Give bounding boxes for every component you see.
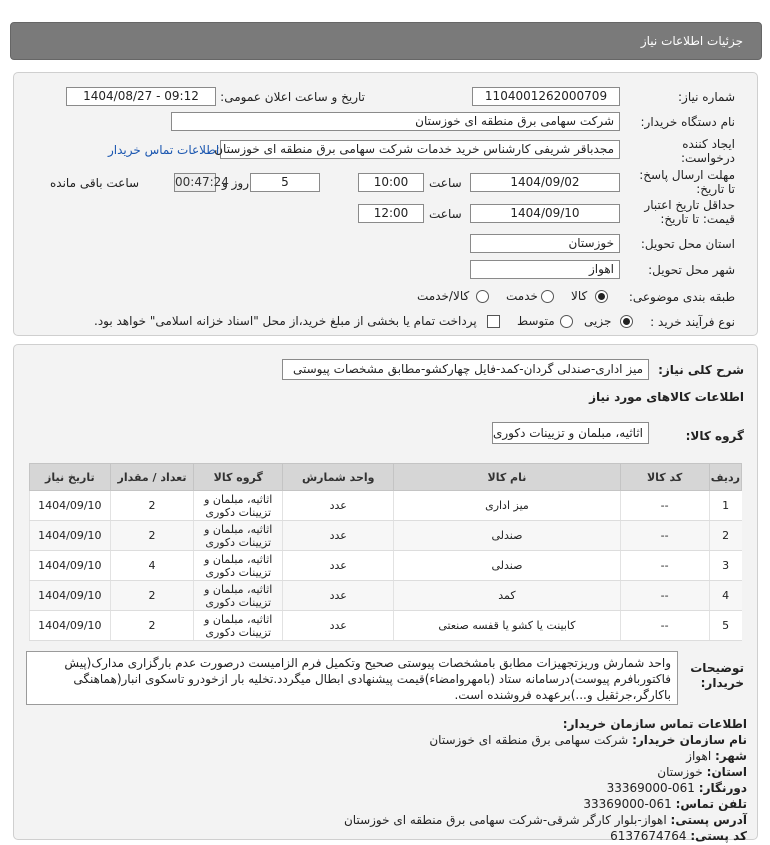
buyer-notes-label-1: توضیحات — [690, 661, 744, 675]
goods-code: -- — [620, 491, 709, 521]
need-date: 1404/09/10 — [30, 491, 111, 521]
unit: عدد — [283, 611, 394, 641]
category-option-goods: کالا — [571, 289, 588, 303]
announce-date-field: 1404/08/27 - 09:12 — [66, 87, 216, 106]
category-radio-goods[interactable] — [595, 290, 608, 303]
goods-group: اثاثیه، مبلمان و تزیینات دکوری — [194, 491, 283, 521]
table-row — [30, 491, 742, 521]
goods-code: -- — [620, 521, 709, 551]
creator-field: مجدباقر شریفی کارشناس خرید خدمات شرکت سهامی برق منطقه ای خوزستان — [220, 140, 620, 159]
contact-province — [657, 765, 747, 779]
goods-group: اثاثیه، مبلمان و تزیینات دکوری — [194, 551, 283, 581]
contact-city — [686, 749, 747, 763]
col-need-date: تاریخ نیاز — [30, 464, 111, 491]
contact-fax — [607, 781, 747, 795]
goods-table-header — [30, 464, 742, 491]
contact-phone-label: تلفن تماس: — [675, 797, 747, 811]
deadline-time-label: ساعت — [429, 176, 462, 190]
announce-date-label: تاریخ و ساعت اعلان عمومی: — [220, 90, 365, 104]
row-number: 3 — [709, 551, 741, 581]
unit: عدد — [283, 491, 394, 521]
row-number: 1 — [709, 491, 741, 521]
table-row — [30, 521, 742, 551]
col-unit: واحد شمارش — [283, 464, 394, 491]
process-radio-medium[interactable] — [560, 315, 573, 328]
validity-time-label: ساعت — [429, 207, 462, 221]
goods-panel — [13, 344, 758, 843]
need-date: 1404/09/10 — [30, 521, 111, 551]
goods-name: صندلی — [394, 551, 620, 581]
contact-fax-value: 061-33369000 — [606, 781, 695, 795]
deadline-time-field: 10:00 — [358, 173, 424, 192]
need-date: 1404/09/10 — [30, 581, 111, 611]
row-number: 2 — [709, 521, 741, 551]
days-label: روز و — [222, 176, 249, 190]
buyer-notes-label-2: خریدار: — [700, 676, 744, 690]
contact-province-value: خوزستان — [657, 765, 703, 779]
goods-name: کابینت یا کشو یا قفسه صنعتی — [394, 611, 620, 641]
contact-postal-value: 6137674764 — [610, 829, 687, 843]
quantity: 2 — [110, 581, 194, 611]
unit: عدد — [283, 581, 394, 611]
validity-time-field: 12:00 — [358, 204, 424, 223]
category-label: طبقه بندی موضوعی: — [628, 290, 735, 304]
need-number-label: شماره نیاز: — [678, 90, 735, 104]
goods-name: میز اداری — [394, 491, 620, 521]
contact-org — [429, 733, 747, 747]
validity-date-field: 1404/09/10 — [470, 204, 620, 223]
contact-address-value: اهواز-بلوار کارگر شرقی-شرکت سهامی برق منطقه ای خوزستان — [343, 813, 667, 827]
days-remaining-field: 5 — [250, 173, 320, 192]
table-row — [30, 611, 742, 641]
goods-code: -- — [620, 611, 709, 641]
contact-address — [344, 813, 747, 827]
validity-label-2: قیمت: تا تاریخ: — [660, 212, 735, 226]
contact-city-label: شهر: — [715, 749, 747, 763]
contact-phone — [583, 797, 747, 811]
category-option-service: خدمت — [506, 289, 538, 303]
unit: عدد — [283, 521, 394, 551]
quantity: 2 — [110, 491, 194, 521]
treasury-payment-note: پرداخت تمام یا بخشی از مبلغ خرید،از محل "اسناد خزانه اسلامی" خواهد بود. — [94, 314, 477, 328]
contact-city-value: اهواز — [686, 749, 712, 763]
contact-phone-value: 061-33369000 — [583, 797, 672, 811]
category-radio-service[interactable] — [541, 290, 554, 303]
page-title: جزئیات اطلاعات نیاز — [640, 34, 743, 48]
goods-group: اثاثیه، مبلمان و تزیینات دکوری — [194, 611, 283, 641]
contact-org-value: شرکت سهامی برق منطقه ای خوزستان — [429, 733, 629, 747]
need-number-field: 1104001262000709 — [472, 87, 620, 106]
col-row-number: ردیف — [709, 464, 741, 491]
table-row — [30, 551, 742, 581]
need-date: 1404/09/10 — [30, 551, 111, 581]
quantity: 4 — [110, 551, 194, 581]
quantity: 2 — [110, 521, 194, 551]
summary-field: میز اداری-صندلی گردان-کمد-فایل چهارکشو-مطابق مشخصات پیوستی — [282, 359, 649, 380]
col-goods-code: کد کالا — [620, 464, 709, 491]
delivery-province-label: استان محل تحویل: — [640, 237, 735, 251]
contact-org-label: نام سازمان خریدار: — [632, 733, 747, 747]
row-number: 4 — [709, 581, 741, 611]
deadline-label-2: تا تاریخ: — [696, 182, 735, 196]
creator-label-2: درخواست: — [681, 151, 735, 165]
countdown-timer: 00:47:24 — [174, 173, 216, 192]
unit: عدد — [283, 551, 394, 581]
need-date: 1404/09/10 — [30, 611, 111, 641]
category-radio-goods-service[interactable] — [476, 290, 489, 303]
category-option-goods-service: کالا/خدمت — [417, 289, 470, 303]
goods-code: -- — [620, 551, 709, 581]
goods-group: اثاثیه، مبلمان و تزیینات دکوری — [194, 581, 283, 611]
col-goods-group: گروه کالا — [194, 464, 283, 491]
buyer-notes-text: واحد شمارش وریزتجهیزات مطابق بامشخصات پیوستی صحیح وتکمیل فرم الزامیست درصورت عدم بارگزاری مدارک(پیش فاکتوربافرم پیوست)درسامانه ستاد (بامهروامضاء)قیمت پیشنهادی ابطال میگردد.تخلیه بار ازخودرو تاسکوی انبار(هماهنگی باکارگر،جرثقیل و...)برعهده فروشنده است. — [26, 651, 678, 705]
process-label: نوع فرآیند خرید : — [650, 315, 735, 329]
validity-label-1: حداقل تاریخ اعتبار — [644, 198, 735, 212]
process-option-medium: متوسط — [517, 314, 555, 328]
contact-postal — [610, 829, 747, 843]
contact-fax-label: دورنگار: — [698, 781, 747, 795]
process-option-minor: جزیی — [584, 314, 612, 328]
delivery-city-field: اهواز — [470, 260, 620, 279]
table-row — [30, 581, 742, 611]
contact-title: اطلاعات تماس سازمان خریدار: — [562, 717, 747, 731]
buyer-name-field: شرکت سهامی برق منطقه ای خوزستان — [171, 112, 620, 131]
col-goods-name: نام کالا — [394, 464, 620, 491]
contact-address-label: آدرس پستی: — [670, 813, 747, 827]
remaining-label: ساعت باقی مانده — [50, 176, 140, 190]
process-radio-minor[interactable] — [620, 315, 633, 328]
goods-table — [29, 463, 742, 641]
deadline-date-field: 1404/09/02 — [470, 173, 620, 192]
goods-code: -- — [620, 581, 709, 611]
delivery-province-field: خوزستان — [470, 234, 620, 253]
summary-label: شرح کلی نیاز: — [658, 363, 744, 377]
treasury-payment-checkbox[interactable] — [487, 315, 500, 328]
need-details-panel — [13, 72, 758, 336]
quantity: 2 — [110, 611, 194, 641]
buyer-name-label: نام دستگاه خریدار: — [640, 115, 735, 129]
goods-group: اثاثیه، مبلمان و تزیینات دکوری — [194, 521, 283, 551]
delivery-city-label: شهر محل تحویل: — [648, 263, 735, 277]
page-header — [10, 22, 762, 60]
row-number: 5 — [709, 611, 741, 641]
creator-label-1: ایجاد کننده — [682, 137, 735, 151]
goods-section-title: اطلاعات کالاهای مورد نیاز — [589, 390, 744, 404]
buyer-contact-link[interactable]: اطلاعات تماس خریدار — [108, 143, 220, 157]
goods-group-label: گروه کالا: — [685, 429, 744, 443]
contact-postal-label: کد پستی: — [690, 829, 747, 843]
contact-province-label: استان: — [706, 765, 747, 779]
goods-group-field: اثاثیه، مبلمان و تزیینات دکوری — [492, 422, 649, 444]
col-quantity: تعداد / مقدار — [110, 464, 194, 491]
goods-name: صندلی — [394, 521, 620, 551]
goods-name: کمد — [394, 581, 620, 611]
deadline-label-1: مهلت ارسال پاسخ: — [639, 168, 735, 182]
